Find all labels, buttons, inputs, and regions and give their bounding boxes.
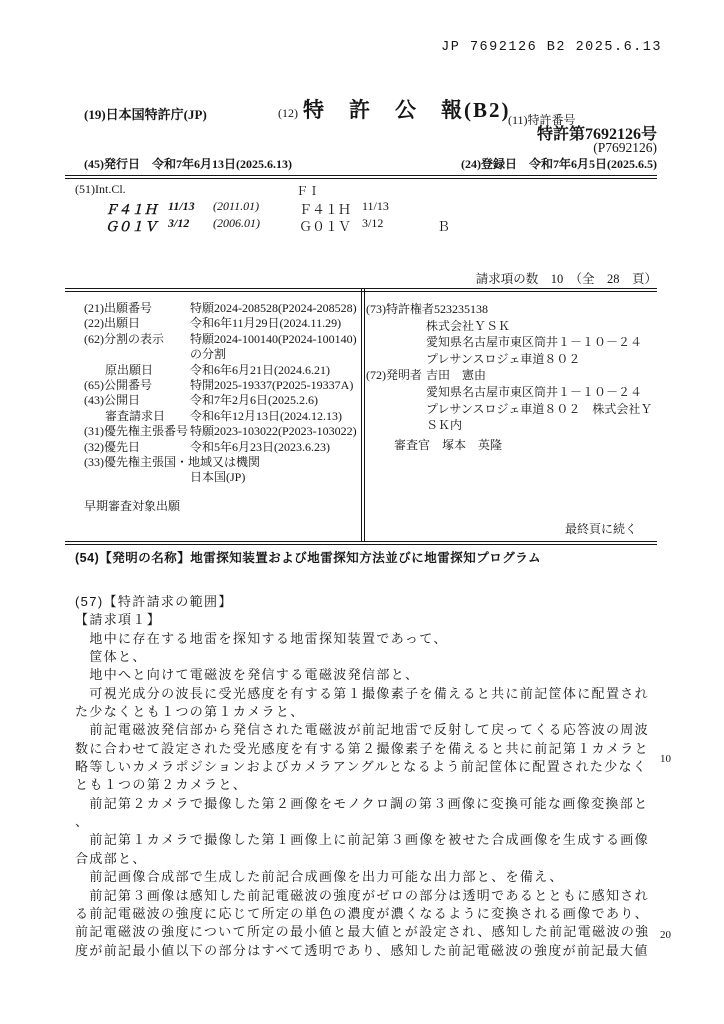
biblio-row-original-filing-date — [84, 363, 360, 378]
patent-number-caption: 特許番号 — [527, 113, 576, 127]
biblio-value: 令和7年2月6日(2025.2.6) — [190, 393, 318, 408]
inid-12: (12) — [278, 106, 298, 120]
claim-text-line: 数に合わせて設定された受光感度を有する第２撮像素子を備えると共に前記第１カメラと — [75, 740, 650, 756]
biblio-label: (62)分割の表示 — [84, 331, 164, 346]
biblio-value: の分割 — [190, 347, 227, 362]
biblio-row-publication-number — [84, 378, 360, 393]
biblio-row-patentee — [366, 301, 658, 318]
biblio-row-patentee-name — [366, 318, 658, 335]
claim-text-line: 前記電磁波の強度について所定の最小値と最大値とが設定され、感知した前記電磁波の強 — [75, 924, 650, 940]
biblio-value: 特願2024-100140(P2024-100140) — [190, 331, 357, 346]
inid-19: (19) — [84, 107, 106, 122]
biblio-label: 原出願日 — [105, 362, 154, 377]
biblio-value: プレサンスロジェ車道８０２ 株式会社Ｙ — [426, 401, 653, 416]
biblio-value: 愛知県名古屋市東区筒井１－１０－２４ — [426, 384, 643, 399]
claims-count-note: 請求項の数 10 （全 28 頁） — [475, 272, 657, 286]
fi-subclass: 11/13 — [362, 199, 389, 213]
intcl-row — [0, 216, 724, 233]
claim-text-line: る前記電磁波の強度に応じて所定の単色の濃度が濃くなるように変換される画像であり、 — [75, 905, 650, 921]
double-rule-biblio-bottom — [65, 541, 657, 545]
claim-text-line: 可視光成分の波長に受光感度を有する第１撮像素子を備えると共に前記筐体に配置され — [75, 685, 650, 701]
biblio-label: (22)出願日 — [84, 316, 140, 331]
claim-text-line: 前記第１カメラで撮像した第１画像上に前記第３画像を被せた合成画像を生成する画像 — [75, 832, 650, 848]
biblio-value: 日本国(JP) — [190, 470, 246, 485]
double-rule-top — [65, 175, 657, 179]
biblio-label: (32)優先日 — [84, 439, 140, 454]
intcl-heading: (51)Int.Cl. — [75, 182, 126, 196]
office-label: 日本国特許庁(JP) — [105, 107, 207, 122]
biblio-value: 吉田 憲由 — [426, 368, 487, 383]
claim-text-line: た少なくとも１つの第１カメラと、 — [75, 704, 305, 720]
biblio-value: 愛知県名古屋市東区筒井１－１０－２４ — [426, 335, 643, 350]
biblio-label: (33)優先権主張国・地域又は機関 — [84, 455, 260, 470]
biblio-value: 特願2024-208528(P2024-208528) — [190, 301, 357, 315]
fi-subclass: 3/12 — [362, 216, 384, 230]
biblio-label: (72)発明者 — [366, 368, 422, 383]
fi-heading: ＦＩ — [296, 184, 321, 198]
biblio-value: プレサンスロジェ車道８０２ — [426, 351, 581, 366]
biblio-value: 特開2025-19337(P2025-19337A) — [190, 378, 354, 393]
claim-text-line: 度が前記最小値以下の部分はすべて透明であり、感知した前記電磁波の強度が前記最大値 — [75, 942, 649, 958]
intcl-subclass: 3/12 — [168, 216, 190, 230]
claim-text-line: 前記電磁波発信部から発信された電磁波が前記地雷で反射して戻ってくる応答波の周波 — [75, 722, 650, 738]
biblio-row-division-cont — [84, 347, 360, 362]
biblio-value: 令和6年11月29日(2024.11.29) — [190, 316, 342, 331]
biblio-row-priority-country-value — [84, 470, 360, 485]
biblio-row-inventor-address3 — [366, 417, 658, 434]
intcl-subclass: 11/13 — [168, 199, 195, 213]
claim-text-line: 地中に存在する地雷を探知する地雷探知装置であって、 — [75, 630, 448, 646]
fi-subgroup: Ｂ — [437, 219, 451, 234]
margin-line-number-10: 10 — [660, 753, 671, 765]
biblio-row-inventor — [366, 367, 658, 384]
claim-text-line: 合成部と、 — [75, 850, 147, 866]
biblio-value: 523235138 — [434, 302, 488, 316]
biblio-value: 特願2023-103022(P2023-103022) — [190, 424, 357, 439]
biblio-row-filing-date — [84, 316, 360, 331]
invention-title-line — [75, 548, 541, 566]
invention-title: 地雷探知装置および地雷探知方法並びに地雷探知プログラム — [190, 551, 542, 565]
biblio-right-column — [366, 301, 658, 434]
biblio-label: (21)出願番号 — [84, 301, 152, 315]
patent-number: 特許第7692126号 — [536, 126, 657, 143]
intcl-symbol: Ｆ４１Ｈ — [105, 202, 158, 217]
biblio-label: (43)公開日 — [84, 393, 140, 408]
document-id-line: JP 7692126 B2 2025.6.13 — [441, 40, 662, 55]
gazette-kind-title: 特 許 公 報(B2) — [303, 98, 511, 122]
intcl-version: (2011.01) — [213, 199, 260, 213]
biblio-column-divider — [361, 289, 365, 541]
claim-text-line: 前記画像合成部で生成した前記合成画像を出力可能な出力部と、を備え、 — [75, 869, 564, 885]
biblio-label: (31)優先権主張番号 — [84, 424, 188, 439]
claim-text-line: 筐体と、 — [75, 649, 147, 665]
biblio-row-division-indication — [84, 332, 360, 347]
biblio-value: 株式会社ＹＳＫ — [426, 318, 511, 333]
biblio-row-priority-date — [84, 440, 360, 455]
biblio-row-inventor-address2 — [366, 401, 658, 418]
biblio-left-column — [84, 301, 360, 486]
biblio-row-publication-date — [84, 393, 360, 408]
biblio-row-patentee-address2 — [366, 351, 658, 368]
biblio-value: ＳＫ内 — [426, 418, 463, 433]
biblio-row-exam-request-date — [84, 409, 360, 424]
fi-symbol: Ｇ０１Ｖ — [299, 219, 352, 234]
biblio-label: (65)公開番号 — [84, 378, 152, 393]
early-examination-note: 早期審査対象出願 — [84, 499, 181, 513]
claims-section — [75, 593, 650, 960]
inid-54: (54) — [75, 551, 100, 565]
inid-11: (11) — [508, 113, 528, 127]
biblio-value: 令和5年6月23日(2023.6.23) — [190, 439, 330, 454]
biblio-row-priority-country-label — [84, 455, 360, 470]
biblio-row-priority-number — [84, 424, 360, 439]
biblio-label: (73)特許権者 — [366, 302, 434, 316]
fi-symbol: Ｆ４１Ｈ — [299, 202, 352, 217]
intcl-symbol: Ｇ０１Ｖ — [105, 219, 158, 234]
biblio-value: 令和6年6月21日(2024.6.21) — [190, 362, 330, 377]
claims-heading: (57)【特許請求の範囲】 — [75, 594, 233, 609]
issue-date: (45)発行日 令和7年6月13日(2025.6.13) — [84, 157, 292, 171]
claim-text-line: 地中へと向けて電磁波を発信する電磁波発信部と、 — [75, 667, 420, 683]
claim-text-line: 略等しいカメラポジションおよびカメラアングルとなるよう前記筐体に配置された少なく — [75, 759, 648, 775]
invention-title-label: 【発明の名称】 — [99, 551, 191, 565]
margin-line-number-20: 20 — [660, 929, 671, 941]
patent-office-name — [84, 104, 207, 123]
biblio-value: 令和6年12月13日(2024.12.13) — [190, 408, 342, 423]
claim-text-line: 前記第２カメラで撮像した第２画像をモノクロ調の第３画像に変換可能な画像変換部と — [75, 795, 649, 811]
patent-number-paren: (P7692126) — [593, 140, 657, 155]
claim-text-line: とも１つの第２カメラと、 — [75, 777, 248, 793]
biblio-row-inventor-address — [366, 384, 658, 401]
claim-text-line: 、 — [75, 814, 90, 830]
biblio-row-patentee-address — [366, 334, 658, 351]
registration-date: (24)登録日 令和7年6月5日(2025.6.5) — [461, 157, 657, 171]
biblio-label: 審査請求日 — [105, 408, 166, 423]
intcl-row — [0, 199, 724, 216]
intcl-version: (2006.01) — [213, 216, 260, 230]
claim-text-line: 前記第３画像は感知した前記電磁波の強度がゼロの部分は透明であるとともに感知され — [75, 887, 650, 903]
claim-1-heading: 【請求項１】 — [75, 612, 162, 628]
biblio-row-application-number — [84, 301, 360, 316]
examiner-line: 審査官 塚本 英隆 — [394, 438, 503, 452]
continued-on-last-page-note: 最終頁に続く — [564, 522, 637, 536]
